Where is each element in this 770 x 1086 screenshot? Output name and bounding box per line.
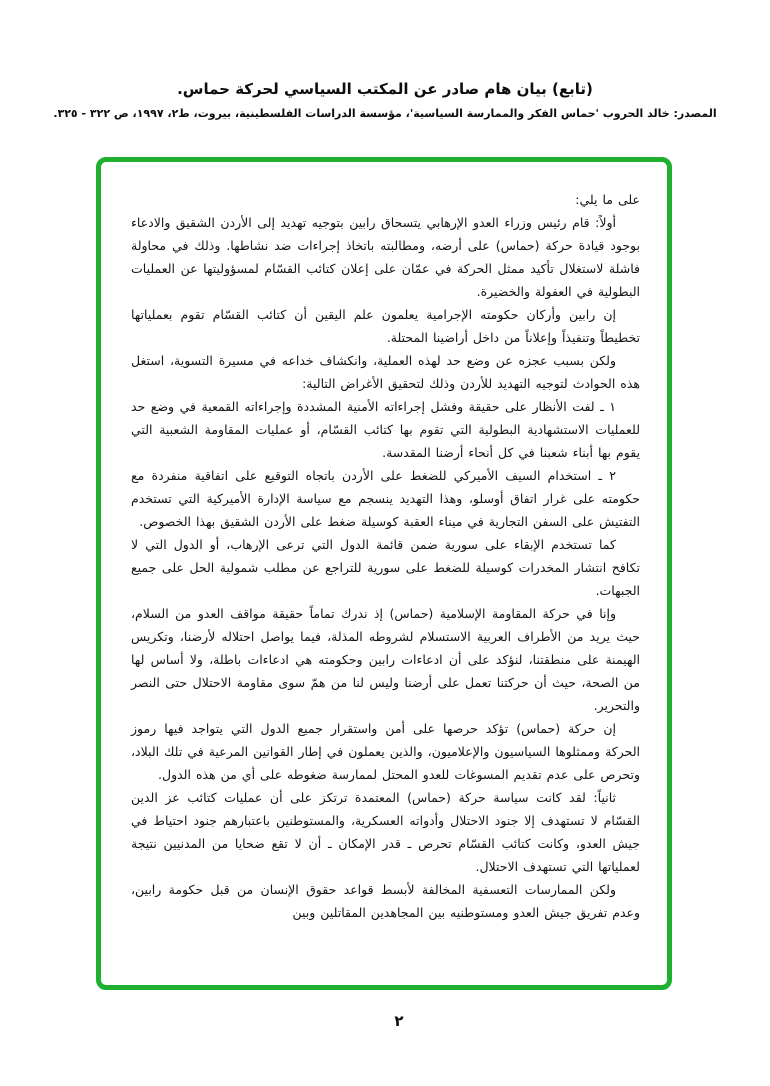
paragraph: إن رابين وأركان حكومته الإجرامية يعلمون علم اليقين أن كتائب القسّام تقوم بعملياتها تخطيطاً وتنفيذاً وإعلاناً من داخل أراضينا المحتلة. <box>131 307 640 345</box>
paragraph: على ما يلي: <box>575 192 640 207</box>
paragraph: ولكن بسبب عجزه عن وضع حد لهذه العملية، وانكشاف خداعه في مسيرة التسوية، استغل هذه الحوادث لتوجيه التهديد للأردن وذلك لتحقيق الأغراض التالية: <box>131 353 640 391</box>
paragraph: أولاً: قام رئيس وزراء العدو الإرهابي يتسحاق رابين بتوجيه تهديد إلى الأردن الشقيق والادعاء بوجود قيادة حركة (حماس) على أرضه، ومطالبته باتخاذ إجراءات ضد نشاطها. وذلك في محاولة فاشلة لاستغلال تأكيد ممثل الحركة في عمّان على إعلان كتائب القسّام لمسؤوليتها عن العمليات البطولية في العفولة والخضيرة. <box>131 215 640 299</box>
source-citation: المصدر: خالد الحروب 'حماس الفكر والممارسة السياسية'، مؤسسة الدراسات الفلسطينية، بيروت، ط٢، ١٩٩٧، ص ٣٢٢ - ٣٢٥. <box>53 107 717 120</box>
paragraph: ٢ ـ استخدام السيف الأميركي للضغط على الأردن باتجاه التوقيع على اتفاقية منفردة مع حكومته على غرار اتفاق أوسلو، وهذا التهديد ينسجم مع سياسة الإدارة الأميركية التي تستخدم التفتيش على السفن التجارية في ميناء العقبة كوسيلة ضغط على الأردن الشقيق بهذا الخصوص. <box>131 468 640 529</box>
paragraph: إن حركة (حماس) تؤكد حرصها على أمن واستقرار جميع الدول التي يتواجد فيها رموز الحركة وممثلوها السياسيون والإعلاميون، والذين يعملون في إطار القوانين المرعية في تلك البلاد، وتحرص على عدم تقديم المسوغات للعدو المحتل لممارسة ضغوطه على أي من هذه الدول. <box>131 721 640 782</box>
paragraph: كما تستخدم الإبقاء على سورية ضمن قائمة الدول التي ترعى الإرهاب، أو الدول التي لا تكافح انتشار المخدرات كوسيلة للضغط على سورية للتراجع عن مطلب شمولية الحل على جميع الجبهات. <box>131 537 640 598</box>
body-text <box>101 162 667 942</box>
paragraph: وإنا في حركة المقاومة الإسلامية (حماس) إذ ندرك تماماً حقيقة مواقف العدو من السلام، حيث يريد من الأطراف العربية الاستسلام لشروطه المذلة، فيما يواصل احتلاله لأرضنا، وتكريس الهيمنة على منطقتنا، لنؤكد على أن ادعاءات رابين وحكومته هي ادعاءات باطلة، ولا أساس لها من الصحة، حيث أن حركتنا تعمل على أرضنا وليس لنا من همّ سوى مقاومة الاحتلال حتى النصر والتحرير. <box>131 606 640 713</box>
document-title: (تابع) بيان هام صادر عن المكتب السياسي لحركة حماس. <box>177 80 593 98</box>
paragraph: ثانياً: لقد كانت سياسة حركة (حماس) المعتمدة ترتكز على أن عمليات كتائب عز الدين القسّام لا تستهدف إلا جنود الاحتلال وأدواته العسكرية، والمستوطنين باعتبارهم جنود احتياط في جيش العدو، وكانت كتائب القسّام تحرص ـ قدر الإمكان ـ أن لا تقع ضحايا من المدنيين نتيجة لعملياتها التي تستهدف الاحتلال. <box>131 790 640 874</box>
page-number: ٢ <box>394 1012 404 1030</box>
highlight-frame <box>96 157 672 990</box>
paragraph: ولكن الممارسات التعسفية المخالفة لأبسط قواعد حقوق الإنسان من قبل حكومة رابين، وعدم تفريق جيش العدو ومستوطنيه بين المجاهدين المقاتلين وبين <box>131 882 640 920</box>
paragraph: ١ ـ لفت الأنظار على حقيقة وفشل إجراءاته الأمنية المشددة وإجراءاته القمعية في وضع حد للعمليات الاستشهادية البطولية التي تقوم بها كتائب القسّام، أو عمليات المقاومة الشعبية التي يقوم بها أبناء شعبنا في كل أنحاء أرضنا المقدسة. <box>131 399 640 460</box>
